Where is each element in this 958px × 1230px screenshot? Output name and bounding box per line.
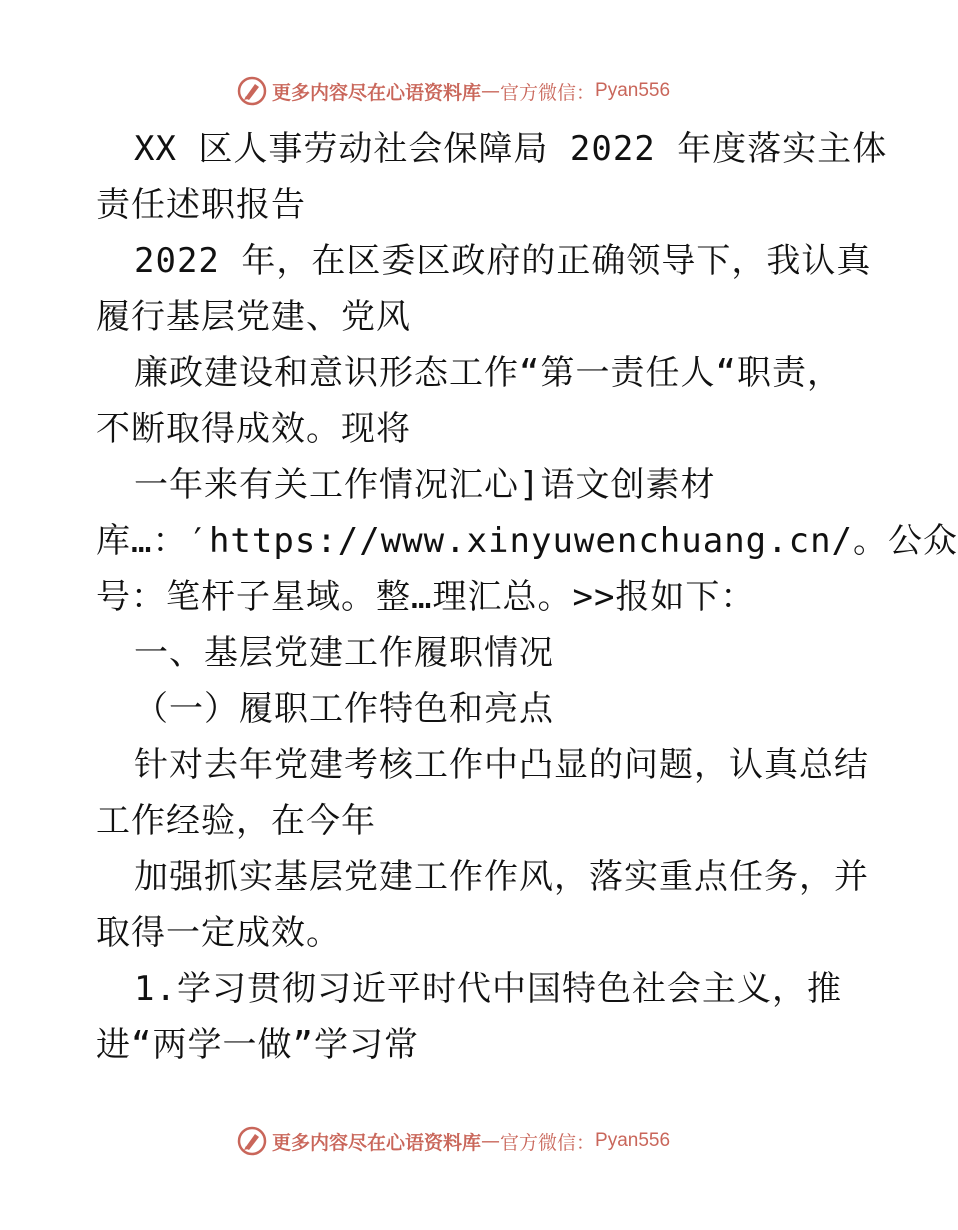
text-line: 针对去年党建考核工作中凸显的问题，认真总结 xyxy=(134,745,869,785)
pen-nib-logo-icon xyxy=(236,1125,268,1157)
text-line: 责任述职报告 xyxy=(96,185,306,225)
text-line: 工作经验，在今年 xyxy=(96,801,376,841)
text-line: 号：笔杆子星域。整…理汇总。>>报如下： xyxy=(96,577,756,617)
text-line: 1.学习贯彻习近平时代中国特色社会主义，推 xyxy=(134,969,842,1009)
text-line: 库…：′https://www.xinyuwenchuang.cn/。公众 xyxy=(96,521,958,561)
watermark-main-text: 更多内容尽在心语资料库 xyxy=(272,81,482,104)
text-line: 加强抓实基层党建工作作风，落实重点任务，并 xyxy=(134,857,869,897)
text-line: 取得一定成效。 xyxy=(96,913,341,953)
text-line: 一年来有关工作情况汇心]语文创素材 xyxy=(134,465,716,505)
text-line: 进“两学一做”学习常 xyxy=(96,1025,419,1065)
section-heading: 一、基层党建工作履职情况 xyxy=(134,633,554,673)
watermark-main-text: 更多内容尽在心语资料库 xyxy=(272,1131,482,1154)
watermark-sub-text: 官方微信： xyxy=(500,81,596,104)
watermark-banner-top xyxy=(236,74,670,108)
watermark-id-text: Pyan556 xyxy=(595,80,671,101)
watermark-separator: — xyxy=(481,80,501,102)
text-line: XX 区人事劳动社会保障局 2022 年度落实主体 xyxy=(134,129,888,169)
text-line: 不断取得成效。现将 xyxy=(96,409,411,449)
text-line: 廉政建设和意识形态工作“第一责任人“职责， xyxy=(134,353,842,393)
watermark-separator: — xyxy=(481,1130,501,1152)
subsection-heading: （一）履职工作特色和亮点 xyxy=(134,689,554,729)
watermark-sub-text: 官方微信： xyxy=(500,1131,596,1154)
pen-nib-logo-icon xyxy=(236,75,268,107)
watermark-banner-bottom xyxy=(236,1124,670,1158)
document-body xyxy=(96,121,958,1073)
text-line: 履行基层党建、党风 xyxy=(96,297,411,337)
text-line: 2022 年，在区委区政府的正确领导下，我认真 xyxy=(134,241,872,281)
watermark-id-text: Pyan556 xyxy=(595,1130,671,1151)
